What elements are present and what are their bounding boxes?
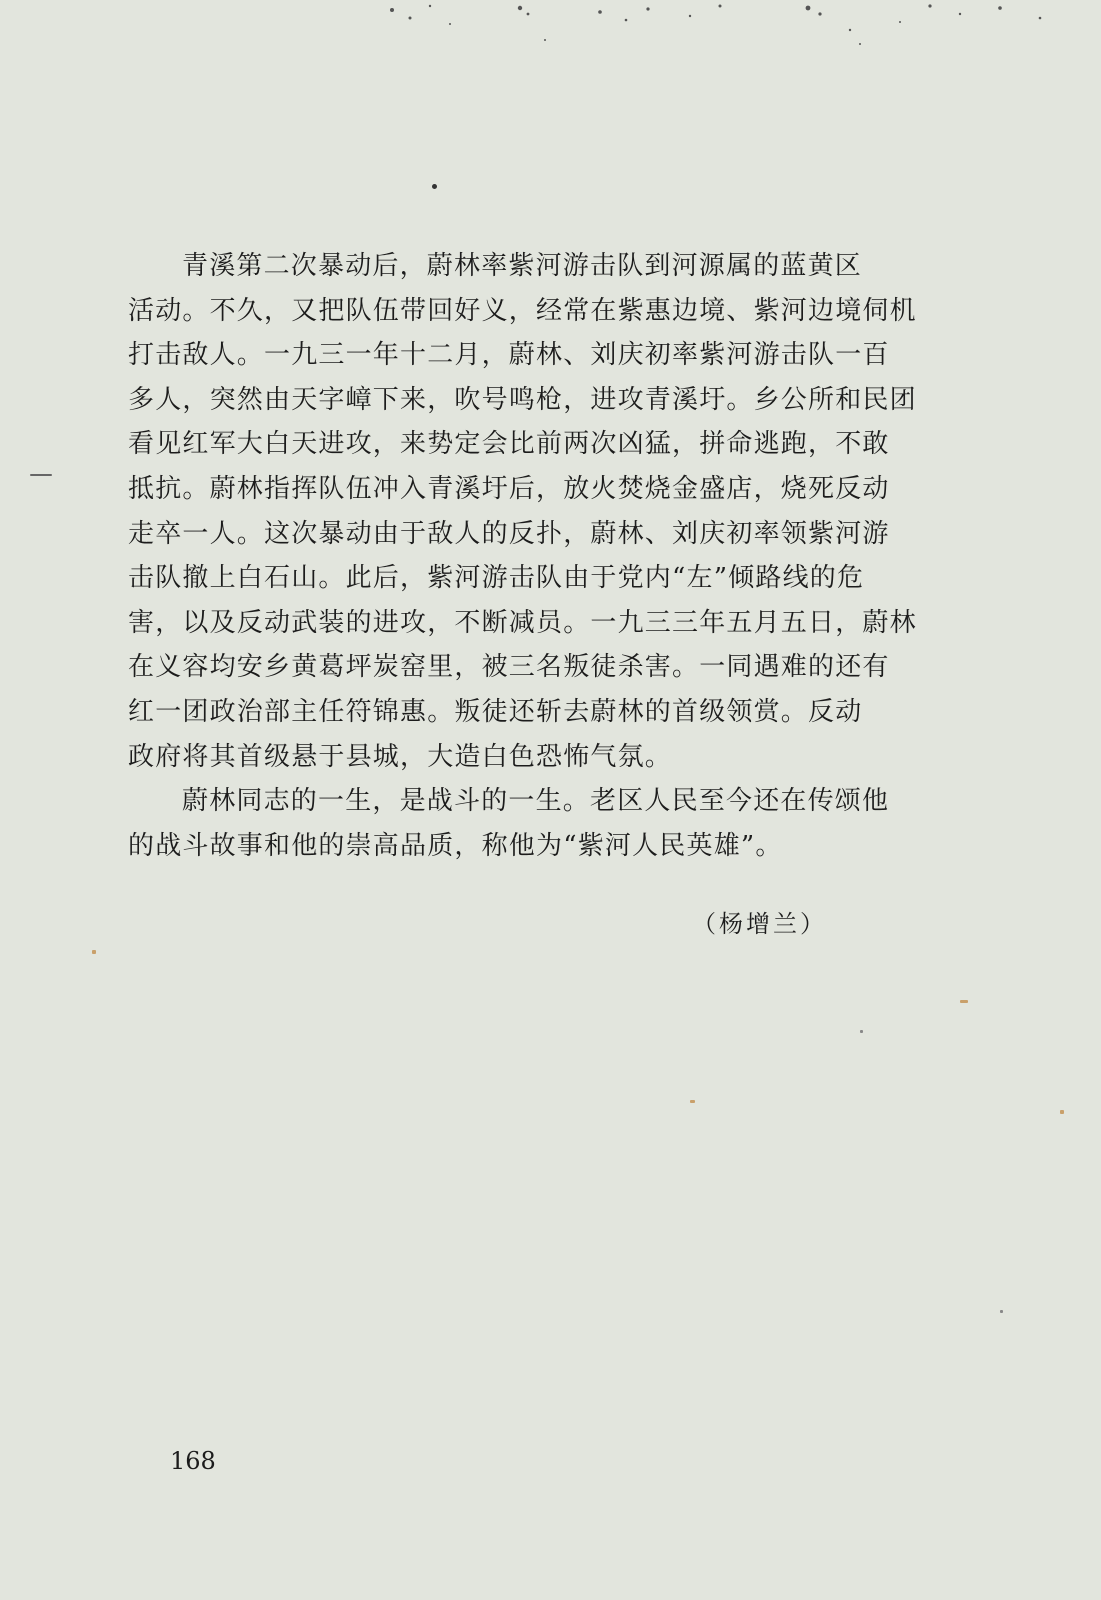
- paragraph-line: 多人，突然由天字嶂下来，吹号鸣枪，进攻青溪圩。乡公所和民团: [128, 384, 917, 415]
- paragraph-line: 走卒一人。这次暴动由于敌人的反扑，蔚林、刘庆初率领紫河游: [128, 518, 890, 549]
- paper-fiber: [30, 474, 52, 476]
- paragraph-line: 青溪第二次暴动后，蔚林率紫河游击队到河源属的蓝黄区: [182, 251, 863, 281]
- body-text: [128, 244, 928, 868]
- paper-fiber: [1060, 1110, 1064, 1114]
- paper-fiber: [1000, 1310, 1003, 1313]
- paper-fiber: [860, 1030, 863, 1033]
- paragraph-line: 红一团政治部主任符锦惠。叛徒还斩去蔚林的首级领赏。反动: [128, 696, 863, 727]
- page-number: 168: [170, 1447, 216, 1475]
- paragraph-line: 政府将其首级悬于县城，大造白色恐怖气氛。: [128, 741, 673, 772]
- paragraph-line: 活动。不久，又把队伍带回好义，经常在紫惠边境、紫河边境伺机: [128, 295, 917, 326]
- paragraph-line: 打击敌人。一九三一年十二月，蔚林、刘庆初率紫河游击队一百: [128, 340, 890, 371]
- paper-fiber: [690, 1100, 695, 1103]
- paragraph-line: 蔚林同志的一生，是战斗的一生。老区人民至今还在传颂他: [182, 786, 890, 817]
- paragraph-line: 害，以及反动武装的进攻，不断减员。一九三三年五月五日，蔚林: [128, 607, 917, 638]
- ink-dot: [432, 184, 437, 189]
- scan-noise-top: [0, 0, 1101, 60]
- paragraph-line: 的战斗故事和他的崇高品质，称他为“紫河人民英雄”。: [128, 830, 783, 861]
- paper-fiber: [960, 1000, 968, 1003]
- paragraph-line: 看见红军大白天进攻，来势定会比前两次凶猛，拼命逃跑，不敢: [128, 429, 890, 460]
- paragraph-line: 抵抗。蔚林指挥队伍冲入青溪圩后，放火焚烧金盛店，烧死反动: [128, 473, 890, 504]
- paragraph-line: 在义容均安乡黄葛坪炭窑里，被三名叛徒杀害。一同遇难的还有: [128, 652, 890, 683]
- paper-fiber: [92, 950, 96, 954]
- author-attribution: （杨增兰）: [692, 910, 827, 938]
- paragraph-line: 击队撤上白石山。此后，紫河游击队由于党内“左”倾路线的危: [128, 563, 865, 594]
